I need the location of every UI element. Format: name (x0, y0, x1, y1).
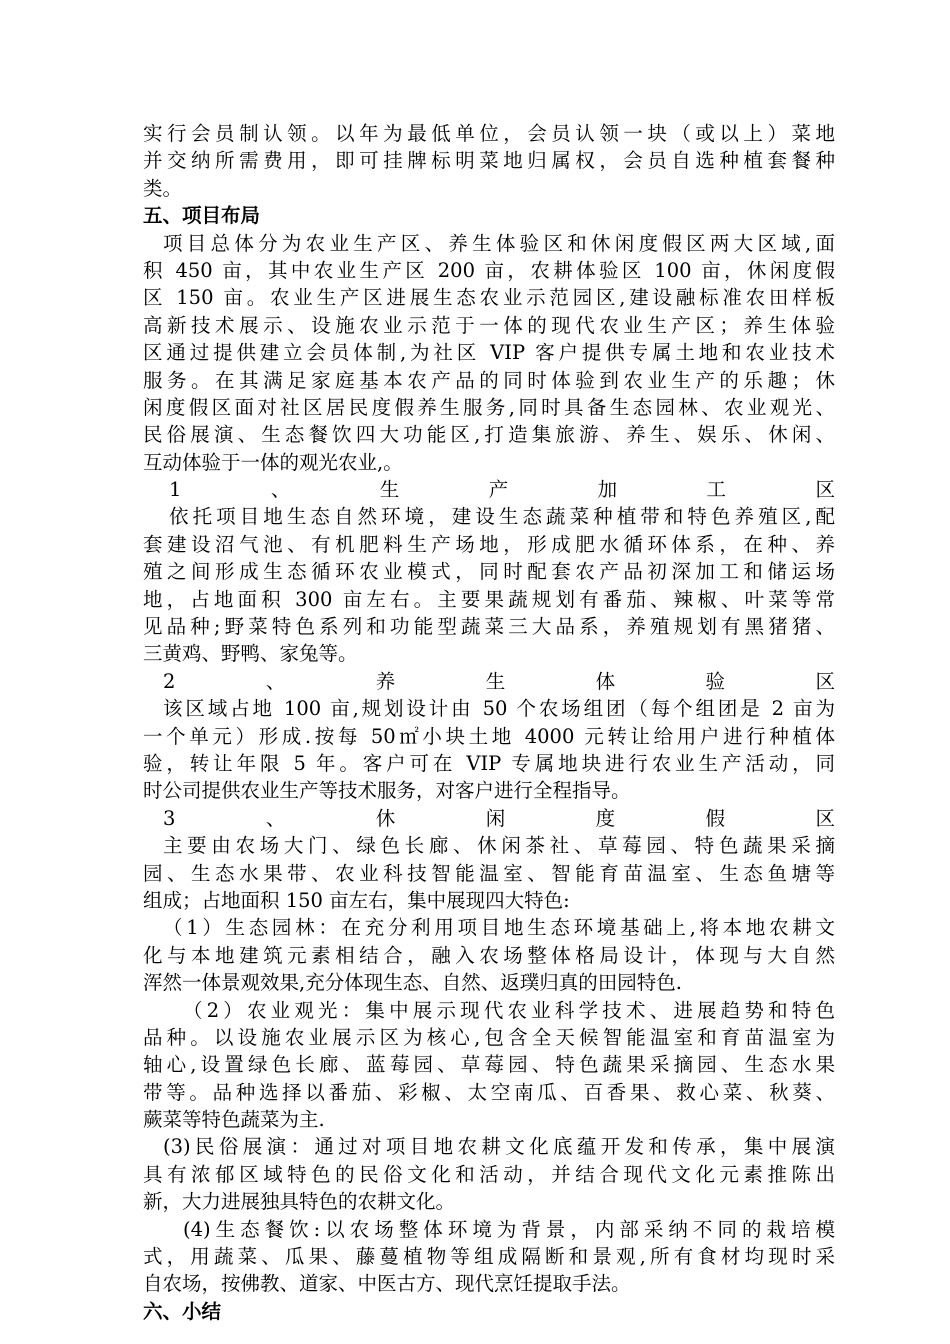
text-line: 三黄鸡、野鸭、家兔等。 (143, 642, 358, 666)
text-line: 见品种;野菜特色系列和功能型蔬菜三大品系，养殖规划有黑猪猪、 (143, 615, 835, 639)
text-line: 互动体验于一体的观光农业,。 (143, 450, 403, 474)
text-line: (4)生态餐饮:以农场整体环境为背景，内部采纳不同的栽培模 (183, 1217, 835, 1241)
text-line: 自农场，按佛教、道家、中医古方、现代烹饪提取手法。 (143, 1272, 631, 1296)
text-line: 浑然一体景观效果,充分体现生态、自然、返璞归真的田园特色. (143, 971, 682, 995)
text-line: 式，用蔬菜、瓜果、藤蔓植物等组成隔断和景观,所有食材均现时采 (143, 1245, 835, 1269)
section-heading: 六、小结 (143, 1299, 222, 1323)
text-line: 新，大力进展独具特色的农耕文化。 (143, 1190, 456, 1214)
text-line: 一个单元）形成.按每 50㎡小块土地 4000 元转让给用户进行种植体 (143, 724, 835, 748)
text-line: 殖之间形成生态循环农业模式，同时配套农产品初深加工和储运场 (143, 560, 835, 584)
text-line: 品种。以设施农业展示区为核心,包含全天候智能温室和育苗温室为 (143, 1025, 835, 1049)
text-line: 闲度假区面对社区居民度假养生服务,同时具备生态园林、农业观光、 (143, 395, 835, 419)
text-line: 2、养生体验区 (163, 669, 835, 693)
text-line: 积 450 亩，其中农业生产区 200 亩，农耕体验区 100 亩，休闲度假 (143, 258, 835, 282)
text-line: 园、生态水果带、农业科技智能温室、智能育苗温室、生态鱼塘等 (143, 861, 835, 885)
text-line: 该区域占地 100 亩,规划设计由 50 个农场组团（每个组团是 2 亩为 (163, 697, 835, 721)
text-line: 带等。品种选择以番茄、彩椒、太空南瓜、百香果、救心菜、秋葵、 (143, 1080, 835, 1104)
text-line: 具有浓郁区域特色的民俗文化和活动，并结合现代文化元素推陈出 (143, 1162, 835, 1186)
text-line: 依托项目地生态自然环境，建设生态蔬菜种植带和特色养殖区,配 (169, 505, 835, 529)
text-line: 实行会员制认领。以年为最低单位，会员认领一块（或以上）菜地 (143, 122, 835, 145)
text-line: 轴心,设置绿色长廊、蓝莓园、草莓园、特色蔬果采摘园、生态水果 (143, 1053, 835, 1077)
text-line: 服务。在其满足家庭基本农产品的同时体验到农业生产的乐趣；休 (143, 368, 835, 392)
section-heading: 五、项目布局 (143, 204, 261, 228)
text-line: 类。 (143, 176, 183, 200)
text-line: （1）生态园林：在充分利用项目地生态环境基础上,将本地农耕文 (163, 916, 835, 940)
text-line: 民俗展演、生态餐饮四大功能区,打造集旅游、养生、娱乐、休闲、 (143, 423, 835, 447)
text-line: （2）农业观光：集中展示现代农业科学技术、进展趋势和特色 (183, 998, 835, 1022)
text-line: 高新技术展示、设施农业示范于一体的现代农业生产区；养生体验 (143, 313, 835, 337)
document-page (143, 120, 835, 1325)
text-line: (3)民俗展演：通过对项目地农耕文化底蕴开发和传承，集中展演 (163, 1135, 835, 1159)
text-line: 并交纳所需费用，即可挂牌标明菜地归属权，会员自选种植套餐种 (143, 149, 835, 173)
text-line: 组成；占地面积 150 亩左右，集中展现四大特色: (143, 888, 570, 912)
text-line: 时公司提供农业生产等技术服务，对客户进行全程指导。 (143, 779, 631, 803)
text-line: 地，占地面积 300 亩左右。主要果蔬规划有番茄、辣椒、叶菜等常 (143, 587, 835, 611)
text-line: 主要由农场大门、绿色长廊、休闲茶社、草莓园、特色蔬果采摘 (163, 834, 835, 858)
text-line: 区通过提供建立会员体制,为社区 VIP 客户提供专属土地和农业技术 (143, 341, 835, 365)
text-line: 项目总体分为农业生产区、养生体验区和休闲度假区两大区域,面 (163, 231, 835, 255)
text-line: 套建设沼气池、有机肥料生产场地，形成肥水循环体系，在种、养 (143, 532, 835, 556)
text-line: 蕨菜等特色蔬菜为主. (143, 1108, 325, 1132)
text-line: 1、生产加工区 (169, 478, 835, 502)
text-line: 化与本地建筑元素相结合，融入农场整体格局设计，体现与大自然 (143, 943, 835, 967)
text-line: 3、休闲度假区 (163, 806, 835, 830)
text-line: 验，转让年限 5 年。客户可在 VIP 专属地块进行农业生产活动，同 (143, 751, 835, 775)
text-line: 区 150 亩。农业生产区进展生态农业示范园区,建设融标准农田样板 (143, 286, 835, 310)
